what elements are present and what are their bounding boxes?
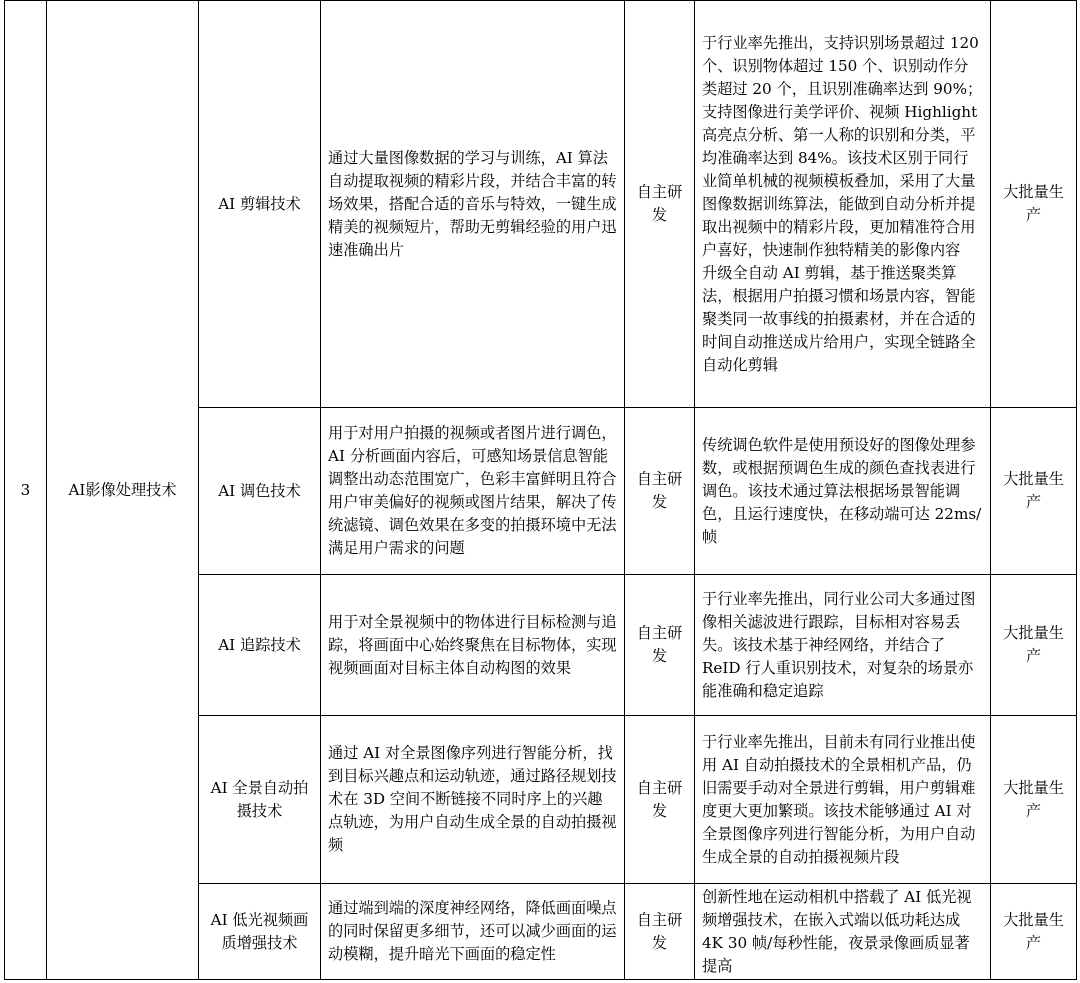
technology-stage: 大批量生产 <box>991 1 1077 408</box>
technology-stage: 大批量生产 <box>991 884 1077 980</box>
technology-table <box>4 0 1077 980</box>
technology-source: 自主研发 <box>625 716 695 884</box>
technology-name: AI 追踪技术 <box>199 575 321 716</box>
technology-description: 通过端到端的深度神经网络，降低画面噪点的同时保留更多细节，还可以减少画面的运动模糊，提升暗光下画面的稳定性 <box>321 884 625 980</box>
technology-name: AI 调色技术 <box>199 408 321 575</box>
technology-stage: 大批量生产 <box>991 408 1077 575</box>
technology-advantage: 于行业率先推出，同行业公司大多通过图像相关滤波进行跟踪，目标相对容易丢失。该技术基于神经网络，并结合了 ReID 行人重识别技术，对复杂的场景亦能准确和稳定追踪 <box>695 575 991 716</box>
technology-description: 通过大量图像数据的学习与训练，AI 算法自动提取视频的精彩片段，并结合丰富的转场效果，搭配合适的音乐与特效，一键生成精美的视频短片，帮助无剪辑经验的用户迅速准确出片 <box>321 1 625 408</box>
technology-description: 用于对全景视频中的物体进行目标检测与追踪，将画面中心始终聚焦在目标物体，实现视频画面对目标主体自动构图的效果 <box>321 575 625 716</box>
category-label: AI影像处理技术 <box>68 480 177 499</box>
technology-name: AI 全景自动拍摄技术 <box>199 716 321 884</box>
technology-stage: 大批量生产 <box>991 575 1077 716</box>
technology-name: AI 低光视频画质增强技术 <box>199 884 321 980</box>
technology-advantage: 于行业率先推出，支持识别场景超过 120 个、识别物体超过 150 个、识别动作分类超过 20 个，且识别准确率达到 90%；支持图像进行美学评价、视频 Highlight 高亮点分析、第一人称的识别和分类，平均准确率达到 84%。该技术区别于同行业简单机械的视频模板叠加，采用了大量图像数据训练算法，能做到自动分析并提取出视频中的精彩片段，更加精准符合用户喜好，快速制作独特精美的影像内容 升级全自动 AI 剪辑，基于推送聚类算法，根据用户拍摄习惯和场景内容，智能聚类同一故事线的拍摄素材，并在合适的时间自动推送成片给用户，实现全链路全自动化剪辑 <box>695 1 991 408</box>
technology-description: 用于对用户拍摄的视频或者图片进行调色，AI 分析画面内容后，可感知场景信息智能调整出动态范围宽广，色彩丰富鲜明且符合用户审美偏好的视频或图片结果，解决了传统滤镜、调色效果在多变的拍摄环境中无法满足用户需求的问题 <box>321 408 625 575</box>
technology-description: 通过 AI 对全景图像序列进行智能分析，找到目标兴趣点和运动轨迹，通过路径规划技术在 3D 空间不断链接不同时序上的兴趣点轨迹，为用户自动生成全景的自动拍摄视频 <box>321 716 625 884</box>
table-row <box>5 1 1077 408</box>
technology-source: 自主研发 <box>625 408 695 575</box>
technology-source: 自主研发 <box>625 575 695 716</box>
technology-advantage: 创新性地在运动相机中搭载了 AI 低光视频增强技术，在嵌入式端以低功耗达成 4K 30 帧/每秒性能，夜景录像画质显著提高 <box>695 884 991 980</box>
technology-name: AI 剪辑技术 <box>199 1 321 408</box>
technology-source: 自主研发 <box>625 884 695 980</box>
row-number: 3 <box>5 1 47 980</box>
technology-source: 自主研发 <box>625 1 695 408</box>
technology-category <box>47 1 199 980</box>
technology-advantage: 传统调色软件是使用预设好的图像处理参数，或根据预调色生成的颜色查找表进行调色。该技术通过算法根据场景智能调色，且运行速度快，在移动端可达 22ms/帧 <box>695 408 991 575</box>
technology-advantage: 于行业率先推出，目前未有同行业推出使用 AI 自动拍摄技术的全景相机产品，仍旧需要手动对全景进行剪辑，用户剪辑难度更大更加繁琐。该技术能够通过 AI 对全景图像序列进行智能分析，为用户自动生成全景的自动拍摄视频片段 <box>695 716 991 884</box>
technology-stage: 大批量生产 <box>991 716 1077 884</box>
